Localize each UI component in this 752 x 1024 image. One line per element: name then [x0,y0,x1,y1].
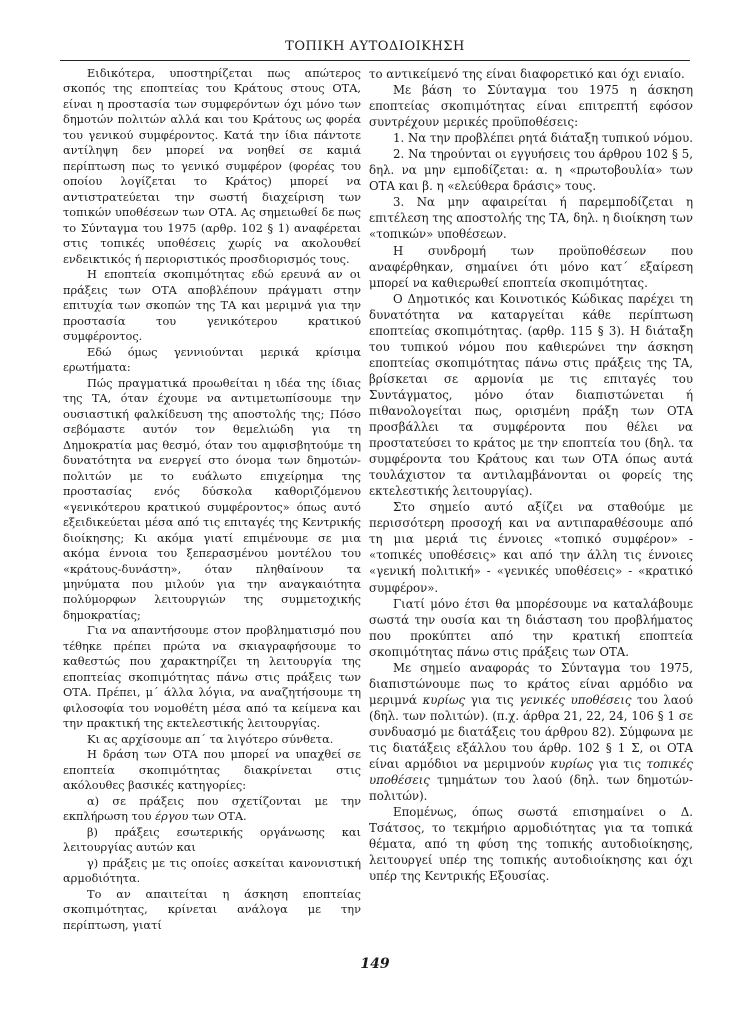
list-item: β) πράξεις εσωτερικής οργάνωσης και λειτουργίας αυτών και [63,824,361,855]
page-number: 149 [360,956,390,972]
list-item: 3. Να μην αφαιρείται ή παρεμποδίζεται η επιτέλεση της αποστολής της ΤΑ, δηλ. η διοίκηση των «τοπικών» υποθέσεων. [369,195,693,242]
right-column [369,66,693,884]
paragraph: Το αν απαιτείται η άσκηση εποπτείας σκοπιμότητας, κρίνεται ανάλογα με την περίπτωση, γιατί [63,886,361,932]
list-item: γ) πράξεις με τις οποίες ασκείται κανονιστική αρμοδιότητα. [63,855,361,886]
left-column [63,66,361,933]
paragraph: Η εποπτεία σκοπιμότητας εδώ ερευνά αν οι πράξεις των ΟΤΑ αποβλέπουν πράγματι στην επιτυχία των σκοπών της ΤΑ και μεριμνά για την προστασία του γενικότερου κρατικού συμφέροντος. [63,267,361,344]
paragraph: Γιατί μόνο έτσι θα μπορέσουμε να καταλάβουμε σωστά την ουσία και τη διάσταση του προβλήματος που προκύπτει από την κρατική εποπτεία σκοπιμότητας πάνω στις πράξεις των ΟΤΑ. [369,596,693,659]
paragraph: Κι ας αρχίσουμε απ΄ τα λιγότερο σύνθετα. [87,731,334,746]
paragraph: Πώς πραγματικά προωθείται η ιδέα της ίδιας της ΤΑ, όταν έχουμε να αντιμετωπίσουμε την ουσιαστική φαλκίδευση της αποστολής της; Πόσο σεβόμαστε αυτόν τον θεμελιώδη για τη Δημοκρατία μας θεσμό, όταν του αμφισβητούμε τη δυνατότητα να ενεργεί στο όνομα των δημοτών-πολιτών με το ευάλωτο επιχείρημα της προστασίας ενός δύσκολα καθοριζόμενου «γενικότερου κρατικού συμφέροντος» όπως αυτό εξειδικεύεται μέσα από τις επιταγές της Κεντρικής διοίκησης; Κι ακόμα γιατί επιμένουμε σε μια ακόμα έννοια του ξεπερασμένου μοντέλου του «κράτους-δυνάστη», όταν πληθαίνουν τα μηνύματα που μιλούν για την αναγκαιότητα πολύμορφων λειτουργιών της συμμετοχικής δημοκρατίας; [63,375,361,622]
paragraph: Με βάση το Σύνταγμα του 1975 η άσκηση εποπτείας σκοπιμότητας είναι επιτρεπτή εφόσον συντρέχουν μερικές προϋποθέσεις: [369,83,693,130]
paragraph: Ειδικότερα, υποστηρίζεται πως απώτερος σκοπός της εποπτείας του Κράτους στους ΟΤΑ, είναι η προστασία των συμφερόντων όχι μόνο των δημοτών πολιτών αλλά και του Κράτους ως φορέα του γενικού συμφέροντος. Κατά την ίδια πάντοτε αντίληψη δεν μπορεί να νοηθεί σε καμιά περίπτωση πως το γενικό συμφέρον (φορέας του οποίου λογίζεται το Κράτος) μπορεί να αντιστρατεύεται την σωστή διαχείριση των τοπικών υποθέσεων των ΟΤΑ. Ας σημειωθεί δε πως το Σύνταγμα του 1975 (αρθρ. 102 § 1) αναφέρεται στις τοπικές υποθέσεις χωρίς να ακολουθεί ενδεικτικός ή περιοριστικός προσδιορισμός τους. [63,66,361,266]
running-header: ΤΟΠΙΚΗ ΑΥΤΟΔΙΟΙΚΗΣΗ [285,39,465,54]
list-item: α) σε πράξεις που σχετίζονται με την εκπλήρωση του έργου των ΟΤΑ. [63,793,361,824]
paragraph: Εδώ όμως γεννιούνται μερικά κρίσιμα ερωτήματα: [63,344,361,375]
list-item: 2. Να τηρούνται οι εγγυήσεις του άρθρου 102 § 5, δηλ. να μην εμποδίζεται: α. η «πρωτοβουλία» των ΟΤΑ και β. η «ελεύθερα δράσις» τους. [369,147,693,194]
paragraph: Με σημείο αναφοράς το Σύνταγμα του 1975, διαπιστώνουμε πως το κράτος είναι αρμόδιο να μεριμνά κυρίως για τις γενικές υποθέσεις του λαού (δηλ. των πολιτών). (π.χ. άρθρα 21, 22, 24, 106 § 1 σε συνδυασμό με διατάξεις του άρθρου 82). Σύμφωνα με τις διατάξεις εξάλλου του άρθρ. 102 § 1 Σ, οι ΟΤΑ είναι αρμόδιοι να μεριμνούν κυρίως για τις τοπικές υποθέσεις τμημάτων του λαού (δηλ. των δημοτών-πολιτών). [369,660,693,804]
list-item: 1. Να την προβλέπει ρητά διάταξη τυπικού νόμου. [393,131,693,146]
paragraph: Η δράση των ΟΤΑ που μπορεί να υπαχθεί σε εποπτεία σκοπιμότητας διακρίνεται στις ακόλουθες βασικές κατηγορίες: [63,747,361,793]
paragraph: Για να απαντήσουμε στον προβληματισμό που τέθηκε πρέπει πρώτα να σκιαγραφήσουμε το καθεστώς που χαρακτηρίζει τη λειτουργία της εποπτείας σκοπιμότητας πάνω στις πράξεις των ΟΤΑ. Πρέπει, μ΄ άλλα λόγια, να αναζητήσουμε τη φιλοσοφία του νομοθέτη μέσα από τα κείμενα και την πρακτική της εκτελεστικής λειτουργίας. [63,623,361,731]
paragraph: Η συνδρομή των προϋποθέσεων που αναφέρθηκαν, σημαίνει ότι μόνο κατ΄ εξαίρεση μπορεί να καθιερωθεί εποπτεία σκοπιμότητας. [369,243,693,290]
paragraph: Επομένως, όπως σωστά επισημαίνει ο Δ. Τσάτσος, το τεκμήριο αρμοδιότητας για τα τοπικά θέματα, από τη φύση της τοπικής αυτοδιοίκησης, λειτουργεί υπέρ της τοπικής αυτοδιοίκησης και όχι υπέρ της Κεντρικής Εξουσίας. [369,805,693,884]
paragraph: το αντικείμενό της είναι διαφορετικό και όχι ενιαίο. [369,67,685,81]
paragraph: Ο Δημοτικός και Κοινοτικός Κώδικας παρέχει τη δυνατότητα να καταργείται κάθε περίπτωση εποπτείας σκοπιμότητας. (αρθρ. 115 § 3). Η διάταξη του τυπικού νόμου που καθιερώνει την άσκηση εποπτείας σκοπιμότητας πάνω στις πράξεις της ΤΑ, βρίσκεται σε αρμονία με τις επιταγές του Συντάγματος, μόνο όταν διαπιστώνεται ή πιθανολογείται πως, ορισμένη πράξη των ΟΤΑ προσβάλλει τα συμφέροντα που θέλει να προστατεύσει το κράτος με την εποπτεία του (δηλ. τα συμφέροντα του Κράτους και των ΟΤΑ όπως αυτά τουλάχιστον τα αντιλαμβάνονται οι φορείς της εκτελεστικής λειτουργίας). [369,291,693,499]
paragraph: Στο σημείο αυτό αξίζει να σταθούμε με περισσότερη προσοχή και να αντιπαραθέσουμε από τη μια μεριά τις έννοιες «τοπικό συμφέρον» - «τοπικές υποθέσεις» και από την άλλη τις έννοιες «γενική πολιτική» - «γενικές υποθέσεις» - «κρατικό συμφέρον». [369,500,693,595]
header-rule [60,60,690,61]
